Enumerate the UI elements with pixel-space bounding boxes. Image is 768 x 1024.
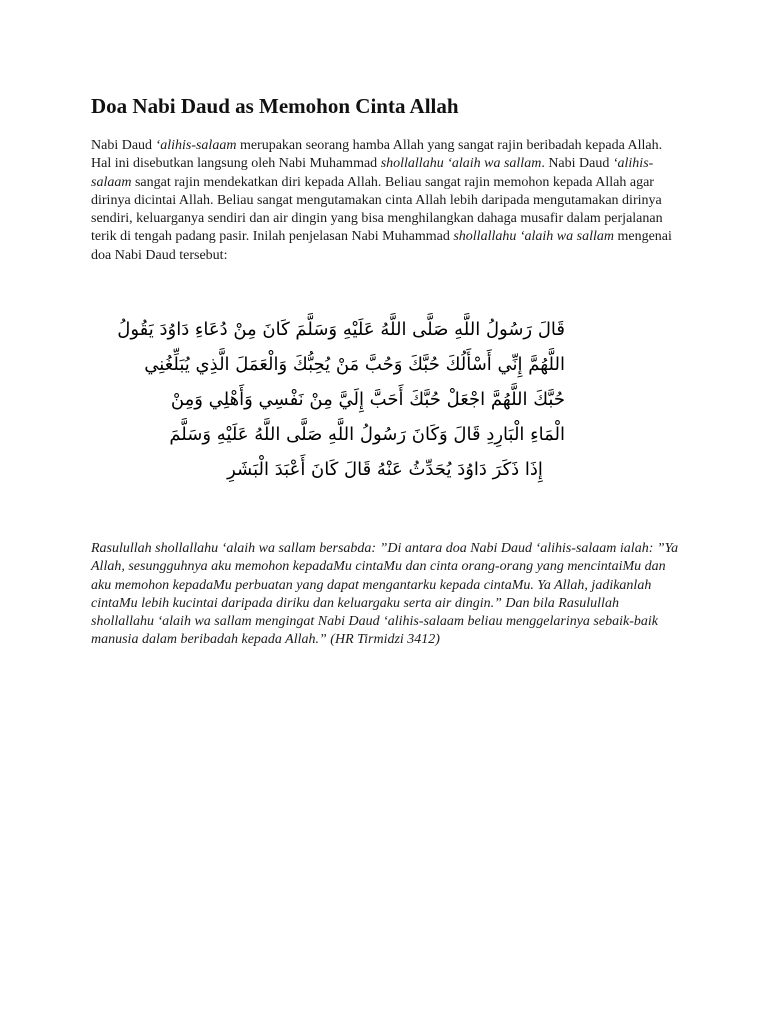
intro-text: . Nabi Daud [541, 156, 613, 172]
page-title: Doa Nabi Daud as Memohon Cinta Allah [91, 94, 459, 118]
arabic-line: اللَّهُمَّ إِنِّي أَسْأَلُكَ حُبَّكَ وَحُبَّ مَنْ يُحِبُّكَ وَالْعَمَلَ الَّذِي يُبَلِّغُنِي [144, 354, 565, 375]
intro-italic-honorific: shollallahu ‘alaih wa sallam [453, 229, 614, 245]
arabic-line: إِذَا ذَكَرَ دَاوُدَ يُحَدِّثُ عَنْهُ قَالَ كَانَ أَعْبَدَ الْبَشَرِ [227, 459, 543, 480]
intro-italic-honorific: shollallahu ‘alaih wa sallam [380, 156, 542, 172]
arabic-line: حُبَّكَ اللَّهُمَّ اجْعَلْ حُبَّكَ أَحَبَّ إِلَيَّ مِنْ نَفْسِي وَأَهْلِي وَمِنْ [170, 389, 565, 410]
intro-text: mengenai doa Nabi Daud tersebut: [91, 229, 672, 263]
arabic-line: قَالَ رَسُولُ اللَّهِ صَلَّى اللَّهُ عَلَيْهِ وَسَلَّمَ كَانَ مِنْ دُعَاءِ دَاوُدَ يَقُولُ [117, 319, 565, 340]
intro-text: Nabi Daud [91, 138, 156, 153]
intro-italic-honorific: ‘alihis-salaam [91, 156, 654, 190]
arabic-line: الْمَاءِ الْبَارِدِ قَالَ وَكَانَ رَسُولُ اللَّهِ صَلَّى اللَّهُ عَلَيْهِ وَسَلَّمَ [169, 424, 565, 445]
intro-text: merupakan seorang hamba Allah yang sangat rajin beribadah kepada Allah. Hal ini disebutkan langsung oleh Nabi Muhammad [91, 138, 663, 172]
intro-text: sangat rajin mendekatkan diri kepada Allah. Beliau sangat rajin memohon kepada Allah agar dirinya dicintai Allah. Beliau sangat mengutamakan cinta Allah lebih daripada mengutamakan dirinya sendiri, keluarganya sendiri dan air dingin yang bisa menghilangkan dahaga musafir dalam perjalanan terik di tengah padang pasir. Inilah penjelasan Nabi Muhammad [91, 174, 663, 245]
intro-paragraph [91, 137, 681, 265]
intro-italic-honorific: ‘alihis-salaam [155, 138, 237, 153]
arabic-hadith-text [117, 312, 565, 487]
translation-paragraph: Rasulullah shollallahu ‘alaih wa sallam bersabda: ”Di antara doa Nabi Daud ‘alihis-salaam ialah: ”Ya Allah, sesungguhnya aku memohon kepadaMu cintaMu dan cinta orang-orang yang mencintaiMu dan aku memohon kepadaMu perbuatan yang dapat mengantarku kepada cintaMu. Ya Allah, jadikanlah cintaMu lebih kucintai daripada diriku dan keluargaku serta air dingin.” Dan bila Rasulullah shollallahu ‘alaih wa sallam mengingat Nabi Daud ‘alihis-salaam beliau menggelarinya sebaik-baik manusia dalam beribadah kepada Allah.” (HR Tirmidzi 3412) [91, 541, 679, 648]
